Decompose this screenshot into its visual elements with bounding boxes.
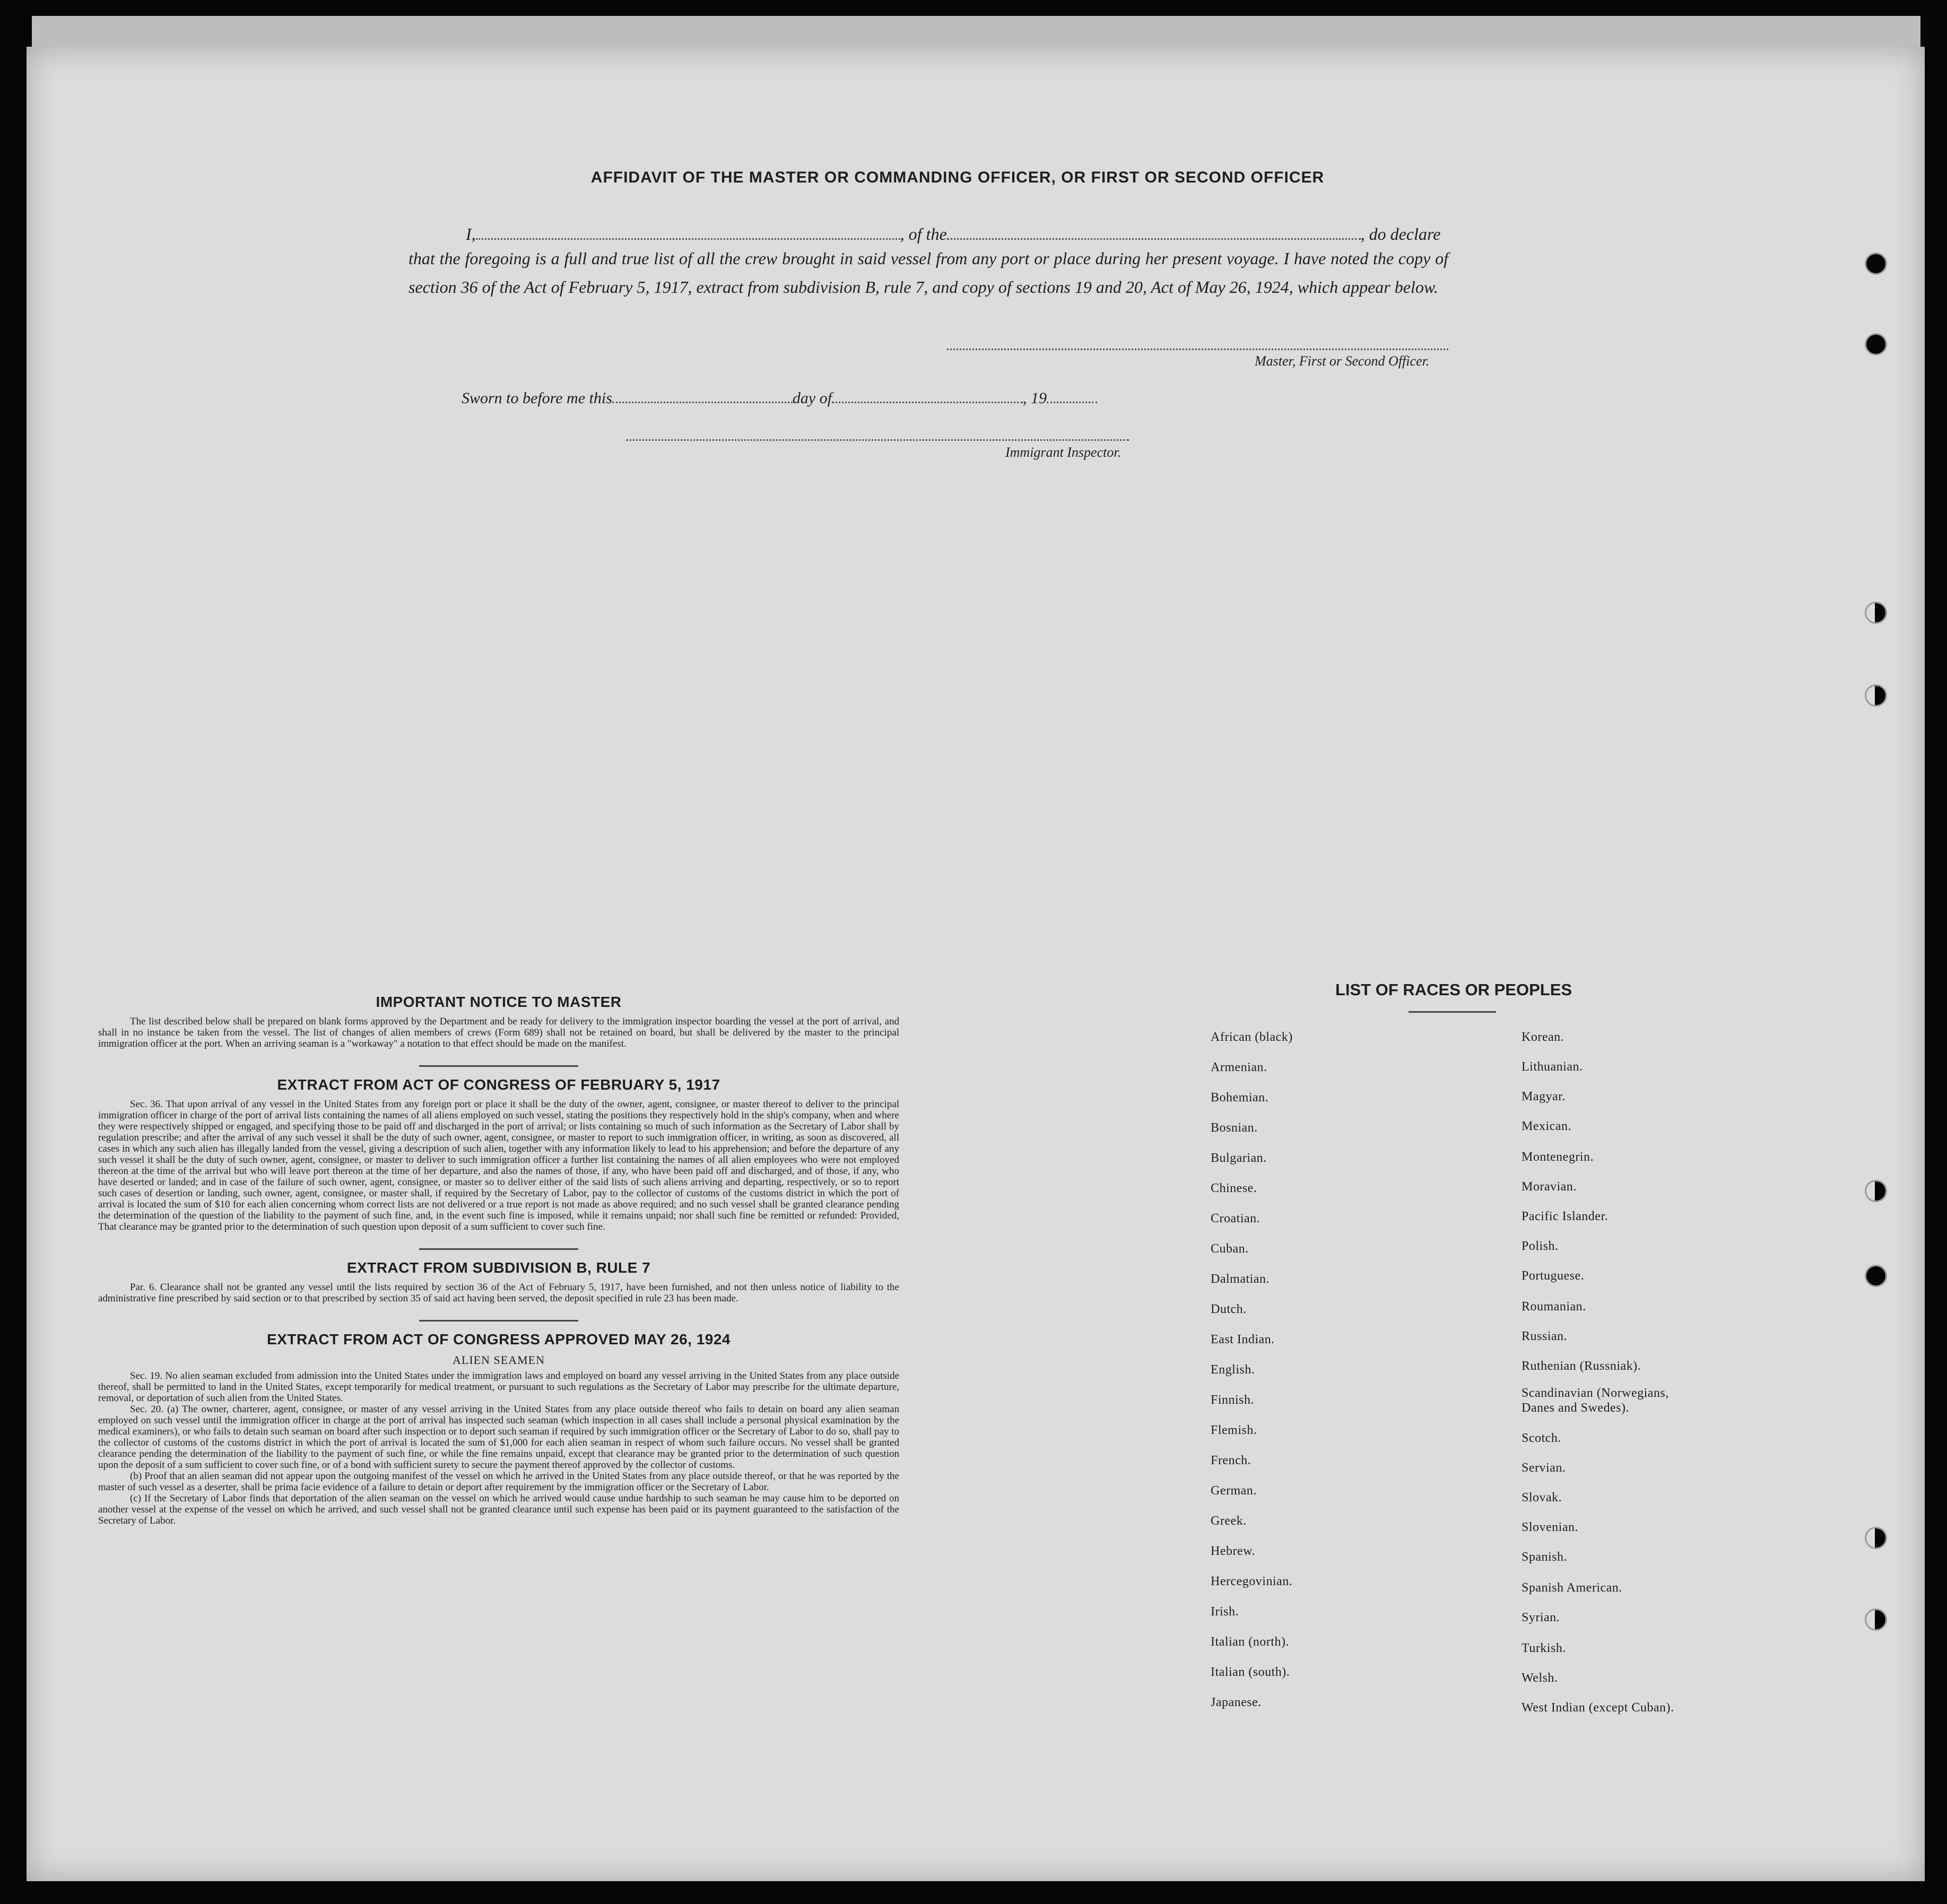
race-item: Dalmatian. bbox=[1211, 1272, 1270, 1286]
race-item: Slovenian. bbox=[1522, 1520, 1578, 1534]
race-item: Polish. bbox=[1522, 1239, 1559, 1253]
race-item: Slovak. bbox=[1522, 1491, 1562, 1505]
race-item: Welsh. bbox=[1522, 1671, 1558, 1685]
race-item: Servian. bbox=[1522, 1461, 1566, 1475]
race-item: Korean. bbox=[1522, 1030, 1564, 1044]
divider bbox=[419, 1248, 578, 1250]
race-item: Bohemian. bbox=[1211, 1091, 1269, 1105]
sworn-month-field[interactable] bbox=[832, 391, 1023, 403]
act-1917-title: EXTRACT FROM ACT OF CONGRESS OF FEBRUARY 5, 1917 bbox=[277, 1076, 720, 1093]
binder-hole bbox=[1865, 602, 1887, 624]
races-list-title: LIST OF RACES OR PEOPLES bbox=[1335, 980, 1572, 999]
race-item: Irish. bbox=[1211, 1605, 1239, 1619]
race-item: Syrian. bbox=[1522, 1611, 1560, 1624]
race-item: Russian. bbox=[1522, 1329, 1568, 1343]
binder-hole bbox=[1865, 333, 1887, 355]
divider bbox=[419, 1320, 578, 1322]
act-1917-text: Sec. 36. That upon arrival of any vessel in the United States from any foreign port or place it shall be the duty of the owner, agent, consignee, or master thereof to deliver to the principal immigration officer in charge of the port of arrival lists containing the names of all aliens employed on such vessel, stating the positions they respectively hold in the ship's company, when and where they were respectively shipped or engaged, and specifying those to be paid off and discharged in the port of arrival; or lists containing so much of such information as the Secretary of Labor shall by regulation prescribe; and after the arrival of any such vessel it shall be the duty of such owner, agent, consignee, or master to report to such immigration officer, in writing, as soon as discovered, all cases in which any such alien has illegally landed from the vessel, giving a description of such alien, together with any information likely to lead to his apprehension; and before the departure of any such vessel it shall be the duty of such owner, agent, consignee, or master to deliver to such immigration officer a further list containing the names of all alien employees who were not employed thereon at the time of the arrival but who will leave port thereon at the time of her departure, and also the names of those, if any, who have been paid off and discharged, and of those, if any, who have deserted or landed; and in case of the failure of such owner, agent, consignee, or master so to deliver either of the said lists of such aliens arriving and departing, respectively, or so to report such cases of desertion or landing, such owner, agent, consignee, or master shall, if required by the Secretary of Labor, pay to the collector of customs of the customs district in which the port of arrival is located the sum of $10 for each alien concerning whom correct lists are not delivered or a true report is not made as above required; and no such vessel shall be granted clearance pending the determination of the question of the liability to the payment of such fine, and, in the event such fine is imposed, while it remains unpaid; nor shall such fine be remitted or refunded: Provided, That clearance may be granted prior to the determination of such question upon deposit of a sum sufficient to cover such fine. bbox=[98, 1099, 899, 1232]
act-1924-title: EXTRACT FROM ACT OF CONGRESS APPROVED MAY 26, 1924 bbox=[267, 1331, 731, 1347]
inspector-signature-label: Immigrant Inspector. bbox=[1005, 445, 1122, 460]
race-item: Dutch. bbox=[1211, 1302, 1247, 1316]
year-prefix-label: , 19 bbox=[1023, 389, 1047, 407]
legal-notices-column bbox=[98, 984, 899, 1526]
binder-hole bbox=[1865, 1609, 1887, 1631]
notice-text: The list described below shall be prepared on blank forms approved by the Department and be ready for delivery to the immigration inspector boarding the vessel at the port of arrival, and shall in no instance be taken from the vessel. The list of changes of alien members of crews (Form 689) shall not be retained on board, but shall be delivered by the master to the principal immigration officer at the port. When an arriving seaman is a "workaway" a notation to that effect should be made on the manifest. bbox=[98, 1016, 899, 1049]
affidavit-body: that the foregoing is a full and true list of all the crew brought in said vessel from any port or place during her present voyage. I have noted the copy of section 36 of the Act of February 5, 1917, extract from subdivision B, rule 7, and copy of sections 19 and 20, Act of May 26, 1924, which appear below. bbox=[408, 249, 1448, 297]
race-item: Finnish. bbox=[1211, 1393, 1255, 1407]
race-item: Turkish. bbox=[1522, 1641, 1566, 1655]
race-item: Italian (north). bbox=[1211, 1635, 1289, 1649]
race-item: Bosnian. bbox=[1211, 1121, 1258, 1135]
race-item: East Indian. bbox=[1211, 1333, 1275, 1346]
rule-7-text: Par. 6. Clearance shall not be granted any vessel until the lists required by section 36 of the Act of February 5, 1917, have been furnished, and not then unless notice of liability to the administrative fine prescribed by said section or to that prescribed by section 35 of said act having been served, the deposit specified in rule 23 has been made. bbox=[98, 1282, 899, 1304]
race-item: Japanese. bbox=[1211, 1696, 1262, 1709]
race-item: Montenegrin. bbox=[1522, 1150, 1594, 1164]
race-item: Armenian. bbox=[1211, 1060, 1267, 1074]
rule-7-title: EXTRACT FROM SUBDIVISION B, RULE 7 bbox=[346, 1259, 651, 1276]
race-item: French. bbox=[1211, 1454, 1251, 1467]
race-item: Lithuanian. bbox=[1522, 1060, 1583, 1074]
race-item: Flemish. bbox=[1211, 1423, 1257, 1437]
binder-hole bbox=[1865, 684, 1887, 707]
race-item: Magyar. bbox=[1522, 1090, 1566, 1103]
binder-hole bbox=[1865, 1527, 1887, 1549]
race-item: Croatian. bbox=[1211, 1212, 1261, 1225]
race-item: Spanish American. bbox=[1522, 1581, 1622, 1595]
race-item: Greek. bbox=[1211, 1514, 1247, 1528]
binder-hole bbox=[1865, 1265, 1887, 1287]
race-item: Mexican. bbox=[1522, 1119, 1571, 1133]
act-1924-sec19: Sec. 19. No alien seaman excluded from admission into the United States under the immigration laws and employed on board any vessel arriving in the United States from any place outside thereof, shall be permitted to land in the United States, except temporarily for medical treatment, or pursuant to such regulations as the Secretary of Labor may prescribe for the ultimate departure, removal, or deportation of such alien from the United States. bbox=[98, 1370, 899, 1404]
day-of-label: day of bbox=[792, 389, 832, 407]
race-item: German. bbox=[1211, 1484, 1257, 1498]
race-item: Scotch. bbox=[1522, 1431, 1561, 1445]
act-1924-subtitle: ALIEN SEAMEN bbox=[453, 1353, 545, 1367]
race-item: English. bbox=[1211, 1363, 1255, 1377]
races-title-underline bbox=[1409, 1011, 1496, 1013]
race-item: Pacific Islander. bbox=[1522, 1210, 1609, 1223]
sworn-label: Sworn to before me this bbox=[462, 389, 612, 407]
notice-title: IMPORTANT NOTICE TO MASTER bbox=[376, 994, 622, 1010]
race-item: Moravian. bbox=[1522, 1180, 1577, 1194]
race-item: African (black) bbox=[1211, 1030, 1293, 1044]
act-1924-sec20a: Sec. 20. (a) The owner, charterer, agent, consignee, or master of any vessel arriving in the United States from any place outside thereof who fails to detain on board any alien seaman employed on such vessel until the immigration officer in charge at the port of arrival has inspected such seaman (which inspection in all cases shall include a personal physical examination by the medical examiners), or who fails to detain such seaman on board after such inspection or to deport such seaman if required by such immigration officer or the Secretary of Labor to do so, shall pay to the collector of customs of the customs district in which the port of arrival is located the sum of $1,000 for each alien seaman in respect of whom such failure occurs. No vessel shall be granted clearance pending the determination of the liability to the payment of such fine, or while the fine remains unpaid, except that clearance may be granted prior to the determination of such question upon the deposit of a sum sufficient to cover such fine, or of a bond with sufficient surety to secure the payment thereof approved by the collector of customs. bbox=[98, 1404, 899, 1471]
race-item: Spanish. bbox=[1522, 1550, 1568, 1564]
race-item: Hebrew. bbox=[1211, 1544, 1255, 1558]
vessel-name-field[interactable] bbox=[947, 228, 1361, 240]
affidavit-title: AFFIDAVIT OF THE MASTER OR COMMANDING OFFICER, OR FIRST OR SECOND OFFICER bbox=[590, 169, 1325, 186]
race-item: Italian (south). bbox=[1211, 1665, 1290, 1679]
affidavit-of-the-label: , of the bbox=[900, 224, 947, 244]
race-item: Hercegovinian. bbox=[1211, 1575, 1293, 1588]
master-signature-line[interactable] bbox=[947, 347, 1448, 350]
inspector-signature-line[interactable] bbox=[626, 438, 1129, 441]
affidavit-i-label: I, bbox=[466, 224, 476, 244]
master-name-field[interactable] bbox=[476, 228, 900, 240]
affidavit-declare-label: , do declare bbox=[1360, 224, 1441, 244]
sworn-day-field[interactable] bbox=[612, 391, 793, 403]
race-item: Chinese. bbox=[1211, 1181, 1257, 1195]
race-item: Scandinavian (Norwegians, Danes and Swedes). bbox=[1522, 1386, 1669, 1415]
race-item: Ruthenian (Russniak). bbox=[1522, 1359, 1641, 1373]
binder-hole bbox=[1865, 253, 1887, 275]
binder-hole bbox=[1865, 1180, 1887, 1202]
race-item: Roumanian. bbox=[1522, 1300, 1586, 1314]
race-item: West Indian (except Cuban). bbox=[1522, 1701, 1674, 1715]
sworn-year-field[interactable] bbox=[1047, 391, 1097, 403]
manifest-back-page bbox=[27, 47, 1925, 1881]
master-signature-label: Master, First or Second Officer. bbox=[1255, 353, 1430, 369]
affidavit-section bbox=[403, 169, 1448, 187]
sworn-line bbox=[462, 384, 1151, 413]
act-1924-sec20b: (b) Proof that an alien seaman did not appear upon the outgoing manifest of the vessel on which he arrived in the United States from any place outside thereof, or that he was reported by the master of such vessel as a deserter, shall be prima facie evidence of a failure to detain or deport after requirement by the immigration officer or the Secretary of Labor. bbox=[98, 1471, 899, 1493]
race-item: Cuban. bbox=[1211, 1242, 1249, 1256]
act-1924-sec20c: (c) If the Secretary of Labor finds that deportation of the alien seaman on the vessel on which he arrived would cause undue hardship to such seaman he may cause him to be deported on another vessel at the expense of the vessel on which he arrived, and such vessel shall not be granted clearance until such expense has been paid or its payment guaranteed to the satisfaction of the Secretary of Labor. bbox=[98, 1493, 899, 1526]
race-item: Bulgarian. bbox=[1211, 1151, 1267, 1165]
race-item: Portuguese. bbox=[1522, 1269, 1585, 1283]
divider bbox=[419, 1065, 578, 1067]
